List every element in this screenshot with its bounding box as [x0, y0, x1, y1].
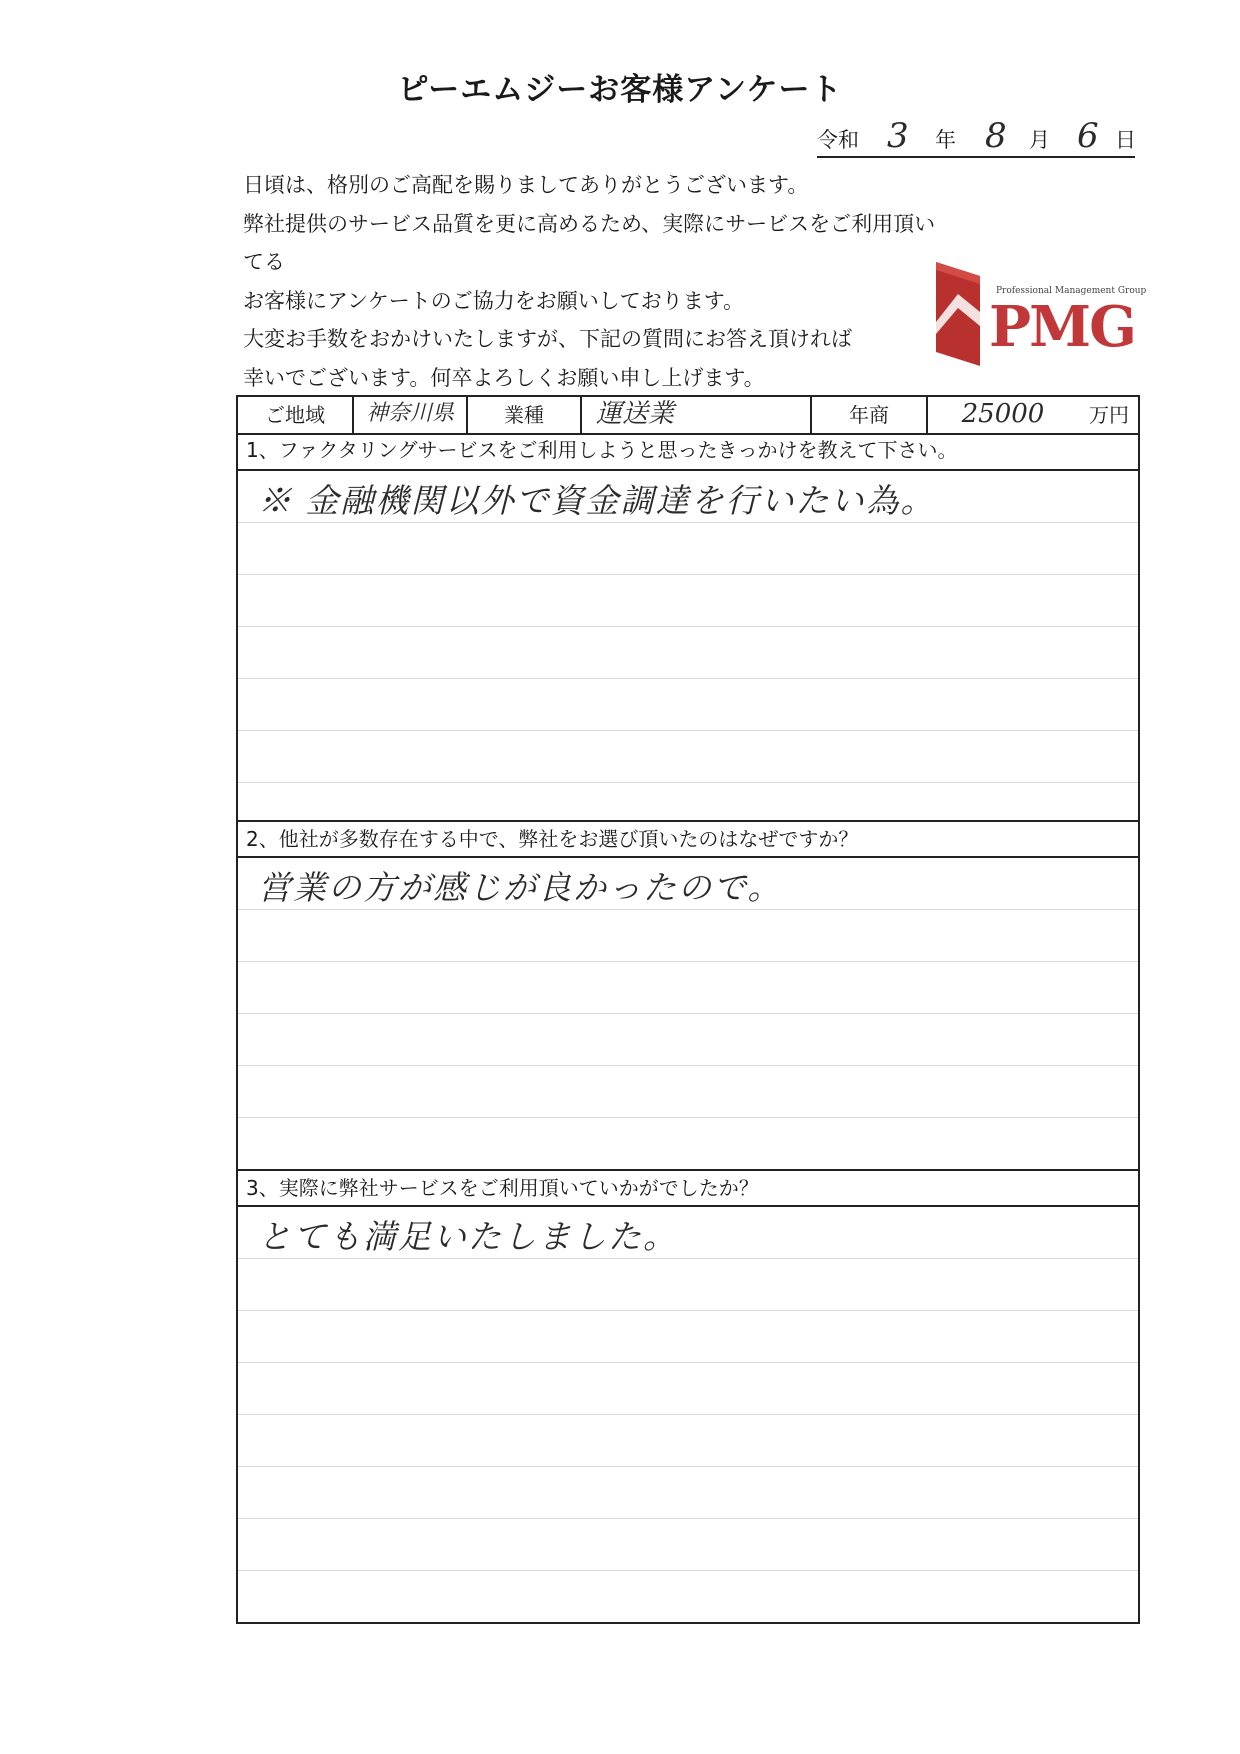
info-row — [238, 397, 1138, 435]
intro-line: 弊社提供のサービス品質を更に高めるため、実際にサービスをご利用頂いてる — [243, 211, 936, 274]
intro-line: 幸いでございます。何卒よろしくお願い申し上げます。 — [243, 365, 765, 390]
revenue-value: 25000 — [961, 399, 1045, 429]
date-day-label: 日 — [1115, 128, 1136, 152]
date-day: 6 — [1077, 116, 1099, 156]
question-3: 3、実際に弊社サービスをご利用頂いていかがでしたか？ — [238, 1169, 1138, 1207]
region-value: 神奈川県 — [354, 397, 468, 433]
date-year-label: 年 — [935, 128, 956, 152]
logo-text: PMG — [989, 294, 1135, 360]
revenue-label: 年商 — [812, 397, 928, 433]
date-era: 令和 — [817, 128, 859, 152]
date-year: 3 — [887, 116, 909, 156]
date-month-label: 月 — [1029, 128, 1050, 152]
question-2: 2、他社が多数存在する中で、弊社をお選び頂いたのはなぜですか？ — [238, 820, 1138, 858]
industry-value: 運送業 — [582, 397, 812, 433]
industry-label: 業種 — [468, 397, 582, 433]
answer-1: ※ 金融機関以外で資金調達を行いたい為。 — [258, 481, 936, 520]
page-title: ピーエムジーお客様アンケート — [397, 72, 843, 108]
intro-line: 大変お手数をおかけいたしますが、下記の質問にお答え頂ければ — [243, 327, 852, 351]
intro-text — [243, 166, 943, 397]
answer-2: 営業の方が感じが良かったので。 — [258, 868, 783, 907]
answer-2-area — [238, 858, 1138, 1169]
date-month: 8 — [985, 116, 1007, 156]
intro-line: 日頃は、格別のご高配を賜りましてありがとうございます。 — [243, 173, 809, 197]
region-label: ご地域 — [238, 397, 354, 433]
answer-3-area — [238, 1207, 1138, 1622]
answer-3: とても満足いたしました。 — [258, 1217, 678, 1256]
question-1: 1、ファクタリングサービスをご利用しようと思ったきっかけを教えて下さい。 — [238, 433, 1138, 471]
logo-subtitle: Professional Management Group — [996, 286, 1147, 296]
revenue-unit: 万円 — [1089, 403, 1129, 427]
date-field — [817, 116, 1136, 158]
intro-line: お客様にアンケートのご協力をお願いしております。 — [243, 288, 745, 313]
survey-form — [236, 395, 1140, 1624]
answer-1-area — [238, 471, 1138, 820]
